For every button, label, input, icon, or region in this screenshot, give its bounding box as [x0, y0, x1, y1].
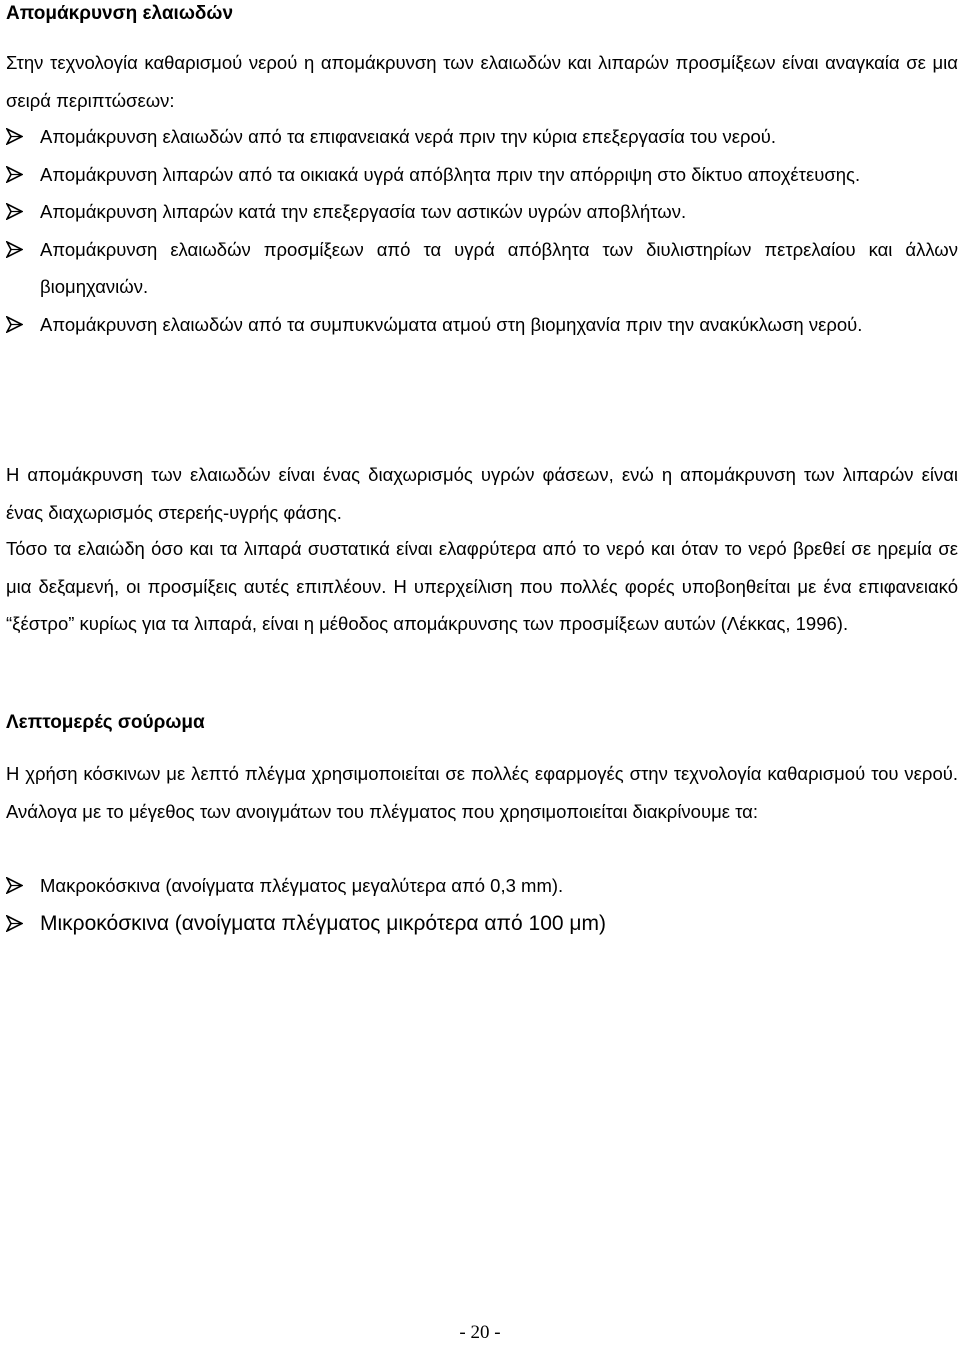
arrowhead-bullet-icon [6, 316, 23, 333]
list-item-text: Απομάκρυνση ελαιωδών προσμίξεων από τα υγρά απόβλητα των διυλιστηρίων πετρελαίου και άλλων βιομηχανιών. [40, 238, 958, 297]
page-number [0, 1323, 960, 1343]
flotation-paragraph: Τόσο τα ελαιώδη όσο και τα λιπαρά συστατικά είναι ελαφρύτερα από το νερό και όταν το νερό βρεθεί σε ηρεμία σε μια δεξαμενή, οι προσμίξεις αυτές επιπλέουν. Η υπερχείλιση που πολλές φορές υποβοηθείται με ένα επιφανειακό “ξέστρο” κυρίως για τα λιπαρά, είναι η μέθοδος απομάκρυνσης των προσμίξεων αυτών (Λέκκας, 1996). [6, 538, 958, 634]
screening-paragraph: Η χρήση κόσκινων με λεπτό πλέγμα χρησιμοποιείται σε πολλές εφαρμογές στην τεχνολογία καθαρισμού του νερού. Ανάλογα με το μέγεθος των ανοιγμάτων του πλέγματος που χρησιμοποιείται διακρίνουμε τα: [6, 763, 958, 822]
list-item [6, 231, 958, 306]
arrowhead-bullet-icon [6, 915, 23, 932]
section-title-fine-screening: Λεπτομερές σούρωμα [6, 712, 205, 733]
list-item-text: Απομάκρυνση ελαιωδών από τα συμπυκνώματα ατμού στη βιομηχανία πριν την ανακύκλωση νερού. [40, 313, 863, 335]
list-item [6, 905, 958, 943]
list-item [6, 193, 958, 231]
list-item-text: Απομάκρυνση λιπαρών κατά την επεξεργασία των αστικών υγρών αποβλήτων. [40, 201, 687, 222]
section-title-oil-removal: Απομάκρυνση ελαιωδών [6, 3, 234, 24]
list-item [6, 118, 958, 156]
list-item-text: Μακροκόσκινα (ανοίγματα πλέγματος μεγαλύτερα από 0,3 mm). [40, 875, 564, 896]
page-number-text: - 20 - [459, 1322, 501, 1343]
list-item-text: Μικροκόσκινα (ανοίγματα πλέγματος μικρότερα από 100 μm) [40, 911, 606, 935]
arrowhead-bullet-icon [6, 877, 23, 894]
arrowhead-bullet-icon [6, 128, 23, 145]
oil-removal-list [6, 118, 958, 343]
arrowhead-bullet-icon [6, 203, 23, 220]
list-item [6, 867, 958, 905]
arrowhead-bullet-icon [6, 166, 23, 183]
list-item-text: Απομάκρυνση ελαιωδών από τα επιφανειακά νερά πριν την κύρια επεξεργασία του νερού. [40, 126, 777, 147]
liquid-separation-paragraph: Η απομάκρυνση των ελαιωδών είναι ένας διαχωρισμός υγρών φάσεων, ενώ η απομάκρυνση των λιπαρών είναι ένας διαχωρισμός στερεής-υγρής φάσης. [6, 464, 958, 523]
arrowhead-bullet-icon [6, 241, 23, 258]
screen-types-list [6, 867, 958, 942]
list-item [6, 156, 958, 194]
list-item-text: Απομάκρυνση λιπαρών από τα οικιακά υγρά απόβλητα πριν την απόρριψη στο δίκτυο αποχέτευσης. [40, 163, 861, 185]
list-item [6, 306, 958, 344]
intro-paragraph: Στην τεχνολογία καθαρισμού νερού η απομάκρυνση των ελαιωδών και λιπαρών προσμίξεων είναι αναγκαία σε μια σειρά περιπτώσεων: [6, 52, 958, 111]
